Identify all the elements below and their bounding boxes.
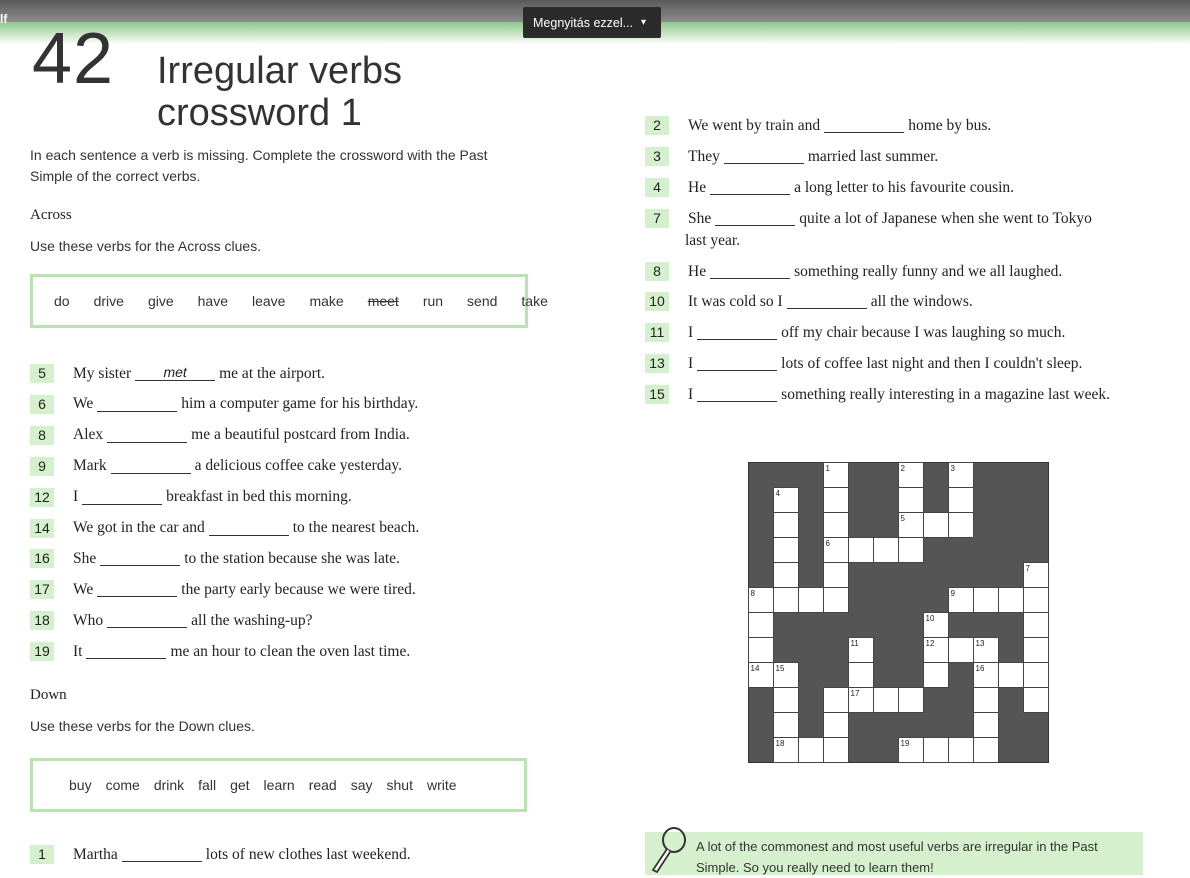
grid-cell[interactable]: [774, 563, 799, 588]
verb-option: run: [422, 293, 444, 309]
grid-cell[interactable]: [749, 638, 774, 663]
verb-option: give: [147, 293, 174, 309]
clue-number: 7: [645, 209, 669, 228]
grid-cell[interactable]: [824, 563, 849, 588]
verb-option: have: [197, 293, 228, 309]
across-clue: [30, 395, 418, 414]
clue-text-before: I: [688, 323, 694, 341]
clue-text-before: We: [73, 580, 94, 598]
grid-cell[interactable]: [924, 738, 949, 763]
across-clue: [30, 488, 352, 507]
clue-text-after: all the windows.: [870, 292, 973, 310]
grid-cell[interactable]: [899, 688, 924, 713]
grid-cell[interactable]: [849, 538, 874, 563]
answer-blank[interactable]: [724, 149, 804, 164]
clue-text-before: Mark: [73, 457, 107, 475]
clue-text-before: It: [73, 642, 83, 660]
grid-clue-number: 13: [975, 639, 985, 648]
verb-option: take: [521, 293, 548, 309]
grid-cell[interactable]: [824, 513, 849, 538]
across-clue: [30, 642, 410, 661]
clue-text-after: me a beautiful postcard from India.: [191, 426, 410, 444]
across-clue: [30, 364, 325, 383]
clue-text-before: He: [688, 178, 707, 196]
clue-text-before: I: [688, 385, 694, 403]
clue-text-after: to the station because she was late.: [184, 549, 400, 567]
clue-number: 1: [30, 845, 54, 864]
clue-number: 13: [645, 354, 669, 373]
across-clue: [30, 426, 410, 445]
grid-clue-number: 18: [775, 739, 785, 748]
clue-text-before: They: [688, 147, 720, 165]
unit-title: [157, 50, 402, 134]
grid-cell[interactable]: [974, 688, 999, 713]
grid-cell[interactable]: [899, 488, 924, 513]
across-clue: [30, 549, 400, 568]
grid-cell[interactable]: [774, 713, 799, 738]
grid-cell[interactable]: [799, 588, 824, 613]
grid-cell[interactable]: [1024, 638, 1049, 663]
grid-clue-number: 8: [750, 589, 755, 598]
down-clue-1: [30, 845, 411, 864]
clue-text-after: all the washing-up?: [191, 611, 313, 629]
verb-option: say: [350, 777, 373, 793]
verb-option: send: [467, 293, 498, 309]
down-clue: [645, 209, 1092, 228]
grid-cell[interactable]: [924, 513, 949, 538]
down-subheading: Use these verbs for the Down clues.: [30, 718, 255, 734]
answer-blank[interactable]: [209, 521, 289, 536]
across-heading: Across: [30, 207, 72, 223]
answer-blank[interactable]: [97, 582, 177, 597]
verb-option: make: [309, 293, 344, 309]
clue-number: 9: [30, 457, 54, 476]
grid-cell[interactable]: [774, 513, 799, 538]
answer-blank[interactable]: [824, 118, 904, 133]
across-clue: [30, 457, 402, 476]
grid-clue-number: 17: [850, 689, 860, 698]
down-clue: [645, 147, 938, 166]
grid-clue-number: 7: [1025, 564, 1030, 573]
grid-clue-number: 19: [900, 739, 910, 748]
grid-cell[interactable]: [949, 738, 974, 763]
answer-blank[interactable]: [697, 356, 777, 371]
grid-clue-number: 11: [850, 639, 859, 648]
down-clue: [645, 292, 973, 311]
answer-blank[interactable]: [111, 459, 191, 474]
clue-text-before: Martha: [73, 845, 118, 863]
clue-text-after: the party early because we were tired.: [181, 580, 416, 598]
clue-text-after: something really interesting in a magazine last week.: [781, 385, 1111, 403]
clue-text-after: a delicious coffee cake yesterday.: [194, 457, 402, 475]
grid-cell[interactable]: [824, 488, 849, 513]
clue-number: 18: [30, 611, 54, 630]
clue-text-before: Who: [73, 611, 104, 629]
clue-text-before: I: [688, 354, 694, 372]
clue-text-before: We: [73, 395, 94, 413]
across-clue: [30, 519, 419, 538]
clue-text-before: She: [688, 209, 712, 227]
grid-cell[interactable]: [949, 513, 974, 538]
answer-blank[interactable]: [715, 211, 795, 226]
answer-blank[interactable]: [97, 397, 177, 412]
clue-text-after: him a computer game for his birthday.: [181, 395, 419, 413]
clue-text-after: home by bus.: [908, 116, 992, 134]
verb-option: learn: [263, 777, 295, 793]
unit-title-line1: Irregular verbs: [157, 50, 402, 92]
clue-number: 15: [645, 385, 669, 404]
across-clue: [30, 611, 313, 630]
grid-clue-number: 3: [950, 464, 955, 473]
grid-clue-number: 10: [925, 614, 935, 623]
grid-cell[interactable]: [974, 713, 999, 738]
grid-cell[interactable]: [824, 588, 849, 613]
grid-cell[interactable]: [774, 688, 799, 713]
clue-text-after: quite a lot of Japanese when she went to Tokyo: [799, 209, 1092, 227]
answer-blank[interactable]: [697, 325, 777, 340]
clue-number: 10: [645, 292, 669, 311]
grid-clue-number: 12: [925, 639, 935, 648]
grid-clue-number: 9: [950, 589, 955, 598]
verb-option: do: [54, 293, 70, 309]
answer-blank[interactable]: [710, 264, 790, 279]
grid-cell[interactable]: [824, 738, 849, 763]
verb-option: fall: [198, 777, 217, 793]
grid-cell[interactable]: [824, 688, 849, 713]
grid-cell[interactable]: [799, 738, 824, 763]
down-clue: [645, 323, 1065, 342]
down-clue: [645, 385, 1110, 404]
clue-continuation: last year.: [685, 232, 741, 249]
unit-title-line2: crossword 1: [157, 92, 362, 134]
clue-text-before: He: [688, 262, 707, 280]
grid-cell[interactable]: [1024, 588, 1049, 613]
across-clue: [30, 580, 416, 599]
verb-option: buy: [69, 777, 92, 793]
answer-blank[interactable]: [107, 428, 187, 443]
clue-text-after: something really funny and we all laughed.: [794, 262, 1063, 280]
clue-text-after: lots of coffee last night and then I couldn't sleep.: [781, 354, 1083, 372]
clue-number: 2: [645, 116, 669, 135]
answer-blank[interactable]: [697, 387, 777, 402]
clue-text-after: lots of new clothes last weekend.: [205, 845, 411, 863]
clue-number: 11: [645, 323, 669, 342]
tip-text: A lot of the commonest and most useful verbs are irregular in the Past Simple. So you really need to learn them!: [696, 839, 1098, 875]
grid-cell[interactable]: [974, 588, 999, 613]
answer-blank[interactable]: [122, 847, 202, 862]
clue-text-after: me at the airport.: [219, 364, 325, 382]
verb-option: meet: [367, 293, 399, 309]
clue-number: 12: [30, 488, 54, 507]
verb-option: write: [426, 777, 457, 793]
answer-blank[interactable]: [100, 551, 180, 566]
answer-blank[interactable]: [82, 490, 162, 505]
grid-clue-number: 15: [775, 664, 785, 673]
clue-number: 8: [645, 262, 669, 281]
verb-option: leave: [251, 293, 286, 309]
verb-option: shut: [386, 777, 413, 793]
clue-number: 8: [30, 426, 54, 445]
grid-cell[interactable]: [949, 638, 974, 663]
clue-text-before: She: [73, 549, 97, 567]
grid-cell[interactable]: [949, 488, 974, 513]
magnifying-glass-icon: [648, 826, 690, 876]
grid-cell[interactable]: [1024, 613, 1049, 638]
grid-cell[interactable]: [924, 663, 949, 688]
clue-text-after: married last summer.: [807, 147, 939, 165]
clue-number: 4: [645, 178, 669, 197]
crossword-grid: [748, 462, 1050, 764]
clue-number: 3: [645, 147, 669, 166]
grid-clue-number: 6: [825, 539, 830, 548]
clue-number: 14: [30, 519, 54, 538]
grid-cell[interactable]: [824, 713, 849, 738]
down-clue: [645, 116, 991, 135]
across-verb-box: [30, 274, 548, 328]
file-type-tag: lf: [0, 12, 8, 26]
clue-text-after: a long letter to his favourite cousin.: [794, 178, 1015, 196]
clue-text-before: My sister: [73, 364, 132, 382]
verb-option: drink: [153, 777, 185, 793]
open-with-label: Megnyitás ezzel...: [533, 15, 634, 30]
down-heading: Down: [30, 687, 67, 703]
open-with-button[interactable]: [523, 7, 661, 38]
verb-option: get: [230, 777, 250, 793]
answer-blank[interactable]: [107, 613, 187, 628]
clue-text-after: off my chair because I was laughing so much.: [781, 323, 1066, 341]
grid-cell[interactable]: [749, 613, 774, 638]
grid-clue-number: 14: [750, 664, 760, 673]
grid-clue-number: 1: [825, 464, 830, 473]
grid-clue-number: 16: [975, 664, 985, 673]
clue-number: 19: [30, 642, 54, 661]
grid-cell[interactable]: [899, 538, 924, 563]
clue-text-after: breakfast in bed this morning.: [166, 488, 352, 506]
chevron-down-icon: ▾: [641, 17, 647, 28]
grid-clue-number: 2: [900, 464, 905, 473]
answer-blank[interactable]: [787, 294, 867, 309]
answer-blank[interactable]: [86, 644, 166, 659]
down-clue: [645, 178, 1014, 197]
clue-text-before: It was cold so I: [688, 292, 783, 310]
clue-text-before: We got in the car and: [73, 519, 205, 536]
clue-number: 5: [30, 364, 54, 383]
grid-cell[interactable]: [774, 538, 799, 563]
clue-number: 16: [30, 549, 54, 568]
down-clue: [645, 354, 1082, 373]
grid-cell[interactable]: [974, 738, 999, 763]
grid-cell[interactable]: [874, 538, 899, 563]
clue-text-before: Alex: [73, 426, 104, 444]
clue-text-after: to the nearest beach.: [292, 519, 420, 536]
clue-number: 17: [30, 580, 54, 599]
down-clue: [645, 262, 1062, 281]
grid-cell[interactable]: [999, 663, 1024, 688]
answer-blank[interactable]: [710, 180, 790, 195]
clue-text-before: We went by train and: [688, 116, 821, 134]
grid-clue-number: 4: [775, 489, 780, 498]
grid-clue-number: 5: [900, 514, 905, 523]
clue-text-after: me an hour to clean the oven last time.: [170, 642, 411, 660]
grid-cell[interactable]: [774, 588, 799, 613]
down-verb-box: [30, 758, 527, 812]
grid-cell[interactable]: [1024, 688, 1049, 713]
verb-option: drive: [93, 293, 124, 309]
verb-option: come: [105, 777, 140, 793]
grid-cell[interactable]: [1024, 663, 1049, 688]
clue-number: 6: [30, 395, 54, 414]
grid-cell[interactable]: [849, 663, 874, 688]
clue-text-before: I: [73, 488, 79, 506]
answer-blank[interactable]: met: [135, 366, 215, 381]
grid-cell[interactable]: [874, 688, 899, 713]
verb-option: read: [308, 777, 337, 793]
grid-cell[interactable]: [999, 588, 1024, 613]
unit-number: 42: [32, 19, 115, 99]
across-subheading: Use these verbs for the Across clues.: [30, 238, 262, 254]
instructions: In each sentence a verb is missing. Complete the crossword with the Past Simple of the correct verbs.: [30, 147, 488, 184]
